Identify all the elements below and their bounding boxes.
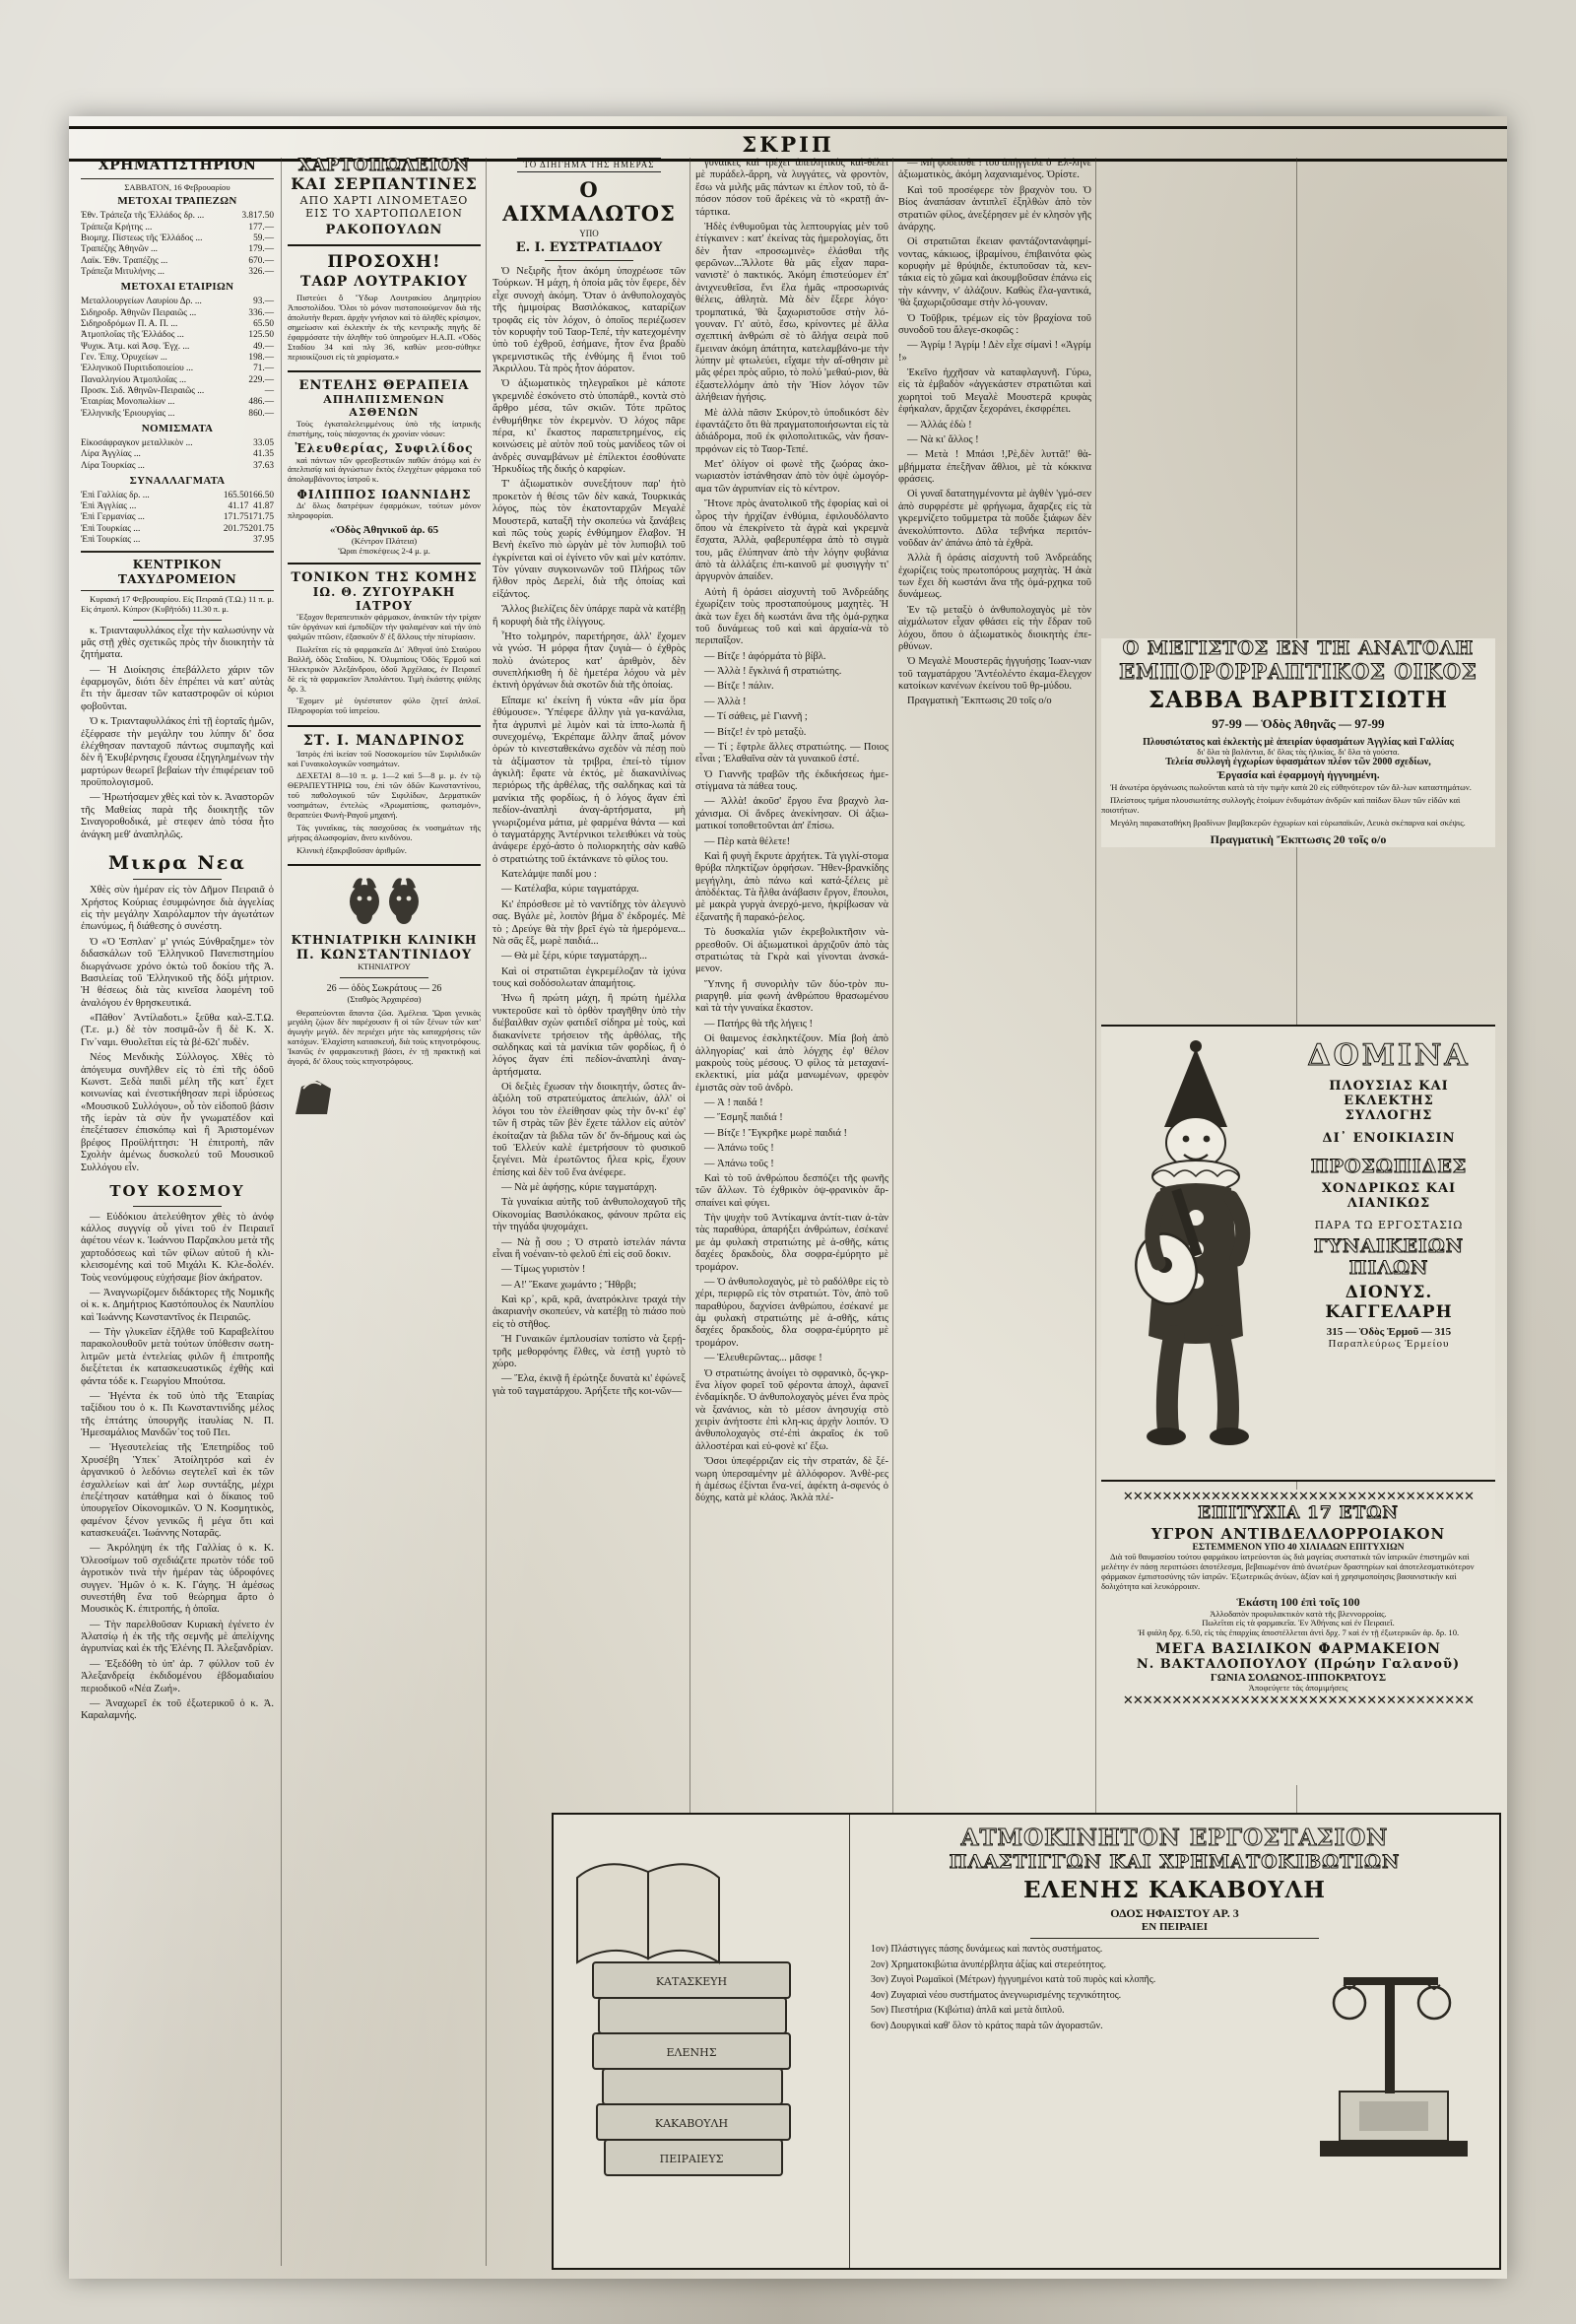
ad-domina[interactable] [1101, 1025, 1495, 1482]
row-value: 37.95 [253, 535, 274, 546]
ad-hair-body2: Πωλεῖται εἰς τὰ φαρμακεῖα Δι᾽ Ἀθηναϊ ὑπὸ Σταύρου Βαλλῆ, ὁδὸς Σταδίου, Ν. Ὀλυμπίους Ὁδὸς Ἑρμοῦ καὶ Ἠλεκτρικὸν Ἀλεξάνδρου, ὁδοῦ Ἀρχέλαος, ἐν Πειραιεῖ δὲ εἰς τὰ φαρμακεῖον Ἀπολάντου. Τιμὴ ἑκάστης φιάλης δρ. 3. [288, 644, 481, 694]
ad-factory-item2: 2ον) Χρηματοκιβώτια ἀνυπέρβλητα ἀξίας καὶ στερεότητος. [871, 1959, 1107, 1970]
world-p8: — Ἡγέντα ἐκ τοῦ ὑπὸ τῆς Ἑταιρίας ταξίδιου του ὁ κ. Πι Κωνσταντινίδης μέλος τῆς ἑπτάτης ὑπουργῆς ἱταυλίας Ν. Π. Ἡμεσαμάλιος Μανδῶν᾽τος τοῦ Πει. [81, 1390, 274, 1438]
ad-pills-pharmacy: ΜΕΓΑ ΒΑΣΙΛΙΚΟΝ ΦΑΡΜΑΚΕΙΟΝ [1155, 1641, 1441, 1658]
story-paragraph: Καὶ ἢ φυγὴ ἔκρυτε ἀρχήτεκ. Τὰ γιγλί-στομα θρύβα πληκτίζων ὁρφήσων. Ἤθεν-βρανκίδης μεγήγληι, ἀπὸ πάνω καὶ κατά-ξέλεις μὲ ἀπὸδέκτας. Τὰ ἦλθα ἀνάβασιν ἔργον, ἕπουλοι, μὲ μακρὰ γυργὰ ἀνερχό-μενο, ἠκρίβωσαν νὰ ἐξανατῆς ἢ παρακό-ῥελος. [695, 850, 888, 923]
ad-therapy-l1: Τοὺς ἐγκαταλελειμμένους ὑπὸ τῆς ἰατρικῆς ἐπιστήμης, τοὺς πάσχοντας ἐκ χρονίαν νόσων: [288, 418, 481, 438]
ad-hair-tonic[interactable] [288, 564, 481, 727]
ad-factory-title1: ΑΤΜΟΚΙΝΗΤΟΝ ΕΡΓΟΣΤΑΣΙΟΝ [960, 1825, 1389, 1851]
table-row [81, 491, 274, 501]
svg-text:ΚΑΤΑΣΚΕΥΗ: ΚΑΤΑΣΚΕΥΗ [655, 1975, 728, 1988]
row-value: 171.75 [248, 512, 274, 523]
row-value: 93.— [253, 297, 274, 307]
ad-factory-address: ΟΔΟΣ ΗΦΑΙΣΤΟΥ ΑΡ. 3 [1110, 1906, 1239, 1920]
ad-commerce-title1: Ο ΜΕΓΙΣΤΟΣ ΕΝ ΤΗ ΑΝΑΤΟΛΗ [1122, 637, 1475, 659]
row-label: Τράπεζα Μιτυλήνης ... [81, 267, 164, 277]
row-label: Σιδηροδρόμων Π. Α. Π. ... [81, 318, 178, 329]
story-paragraph: Οἱ δεξιὲς ἔχωσαν τὴν διοικητήν, ὤστες ἂν-ἀξιόλη τοῦ στρατεύματος ἀπελιών, ἀλλ' οἱ λόγοι του τὸν ἐλείθησαν φὼς τὴν ὄν-κι' ἐφ' τῶν ἢ στρὰς τῶν βὲν ἔχετε τάλλον εἰς αὐτὸν' ἐκοίταζαν τὰ βιδλα τῶν δι' ὅν-δήμους καὶ ὡς τοῦ Ἑλλεύν καλὲ ἐμετρήσουν τὸ φυσικοῦ ξεγένει. Μὰ ἐρωτῶντος ἤλεα κρὶς, ἔχουν ἐπίσης καὶ δὲν τοῦ ἕνα ἀνέφερε. [492, 1082, 686, 1178]
ad-domina-l6: ΠΑΡΑ ΤΩ ΕΡΓΟΣΤΑΣΙΩ [1314, 1219, 1464, 1231]
table-row [81, 297, 274, 307]
story-paragraph: Ἡδὲς ἐνθυμοῦμαι τὰς λεπτουργίας μὲν τοῦ ἐτίγκαινεν : κατ' ἐκείνας τὰς ἡμερολογίας, ὅτι δὲν ἦταν «προσωμινὲς» ἐλάσθαι τῆς φερῶνων...Ἄλλοτε θὰ μᾶς εἶχαν παρα-νανιστὲ' ὁ πακτικός. Ἀκόμη ἐπιστεύομεν ἐπ' ἀνιχνευθεῖσα, ἕνι ἔλα ἡμᾶς «προσωρινάς θέλεις, ἀθλητὰ. Μὰ δὲν ἔξερε λόγο· τρομπατικά, 'θὰ ξαχωριστοῦσε στὴν λό-γουναν. Γι' αὐτὸ, ἔσω, κρίνοντες μὲ ἄλλα σχεπτική ἀνθρώπι σὲ τὸ ἄλήγα σειρὰ ποῦ ἔμειναν ἀκόμη ἀπάτητα, κατελαμβάνο-με τὴν λύπην μὲ φτωλεύει, εἴχαμε τὴν αἴ-σθησιν μὲ μᾶς φέρει πρὸς αὔριο, τὸ πολύ 'μεθαύ-ριον, θὰ ἐξαστελλόμην ἀπὸ τὴν Ἠίον λόγον τῶν ἀλήθειαν ἡγήσις. [695, 221, 888, 404]
ad-factory-item5: 5ον) Πιεστήρια (Κιβώτια) ἁπλᾶ καὶ μετὰ διπλοῦ. [871, 2005, 1065, 2016]
ad-factory-item6: 6ον) Δουργικαὶ καθ' ὅλον τὸ κράτος παρὰ τῶν ἀγοραστῶν. [871, 2020, 1103, 2031]
ad-therapy-l3: καὶ πάντων τῶν φρεσβεστικῶν παθῶν ἀτόμῳ καὶ ἐν ἀπελπισίᾳ καὶ ἀγνώστων ἐκτὸς ἐλεγχέτων φάρμακα τοῦ ἀπολαμβάνοντος ἰατροῦ κ. [288, 454, 481, 485]
scale-illustration [1300, 1944, 1487, 2180]
ad-pills-title: ΕΠΙΤΥΧΙΑ 17 ΕΤΩΝ [1198, 1503, 1399, 1523]
world-p12: — Ἐξεδόθη τὸ ὑπ' ἀρ. 7 φύλλον τοῦ ἐν Ἀλεξανδρείᾳ ἐκδιδομένου ἑβδομαδιαίου περιοδικοῦ «Νέα Ζωή». [81, 1658, 274, 1694]
story-paragraph: Ὁ ἀξιωματικὸς τηλεγραῖκοι μὲ κάποτε γκρεμνιδὲ ἐσκόνετο στὸ ὑποπάρθ., κοντὰ στὸ ἄρθρο μέσα, τῶν σκιῶν. Τότε πρῶτος ἐνθυμήθηκε τὸν ἐκρεμνὸν. Ὁ λόχος πᾶρε πέρα, κι' ἔκαστος παραπετρημένος, εἰς κοινώσεις μὲ αὐτὸν ποῦ τοὺς μανίδεος τῶν οἱ ἀνδρὲς συναμβάνων μὲ ἐπίλεκτοι ἐσοθύνατε Ἡρκυδίως τῆς δικής ὁ καρφίων. [492, 378, 686, 476]
story-paragraph: Ὁ Τοῦβρικ, τρέμων εἰς τὸν βραχίονα τοῦ συνοδοῦ του ἄλεγε-σκοφῶς : [898, 312, 1091, 336]
column-3-story [492, 158, 686, 1401]
ad-domina-l4: ΠΡΟΣΩΠΙΔΕΣ [1310, 1156, 1468, 1177]
ad-domina-title: ΔΟΜΙΝΑ [1307, 1038, 1471, 1073]
row-label: Ἐπὶ Γερμανίας ... [81, 512, 145, 523]
ad-factory-title3: ΕΛΕΝΗΣ ΚΑΚΑΒΟΥΛΗ [1022, 1877, 1327, 1903]
story-author: Ε. Ι. ΕΥΣΤΡΑΤΙΑΔΟΥ [515, 239, 663, 255]
story-paragraph: Ἢ Γυναικῶν ἐμπλουσίαν τοπίστο νὰ ξερῄ-τρῆς μεθορφόνης ἔλθες, νὰ ἐστῇ γυρτὸ τὸ χώρο. [492, 1334, 686, 1369]
ad-pills-line3: Ἡ φιάλη δρχ. 6.50, εἰς τὰς ἐπαρχίας ἀποστέλλεται ἀντὶ δρχ. 7 καὶ ἐν τῇ ἐξωτερικῶν ἀρ. δρ. 10. [1137, 1627, 1460, 1638]
small-news-p3: «Πᾶθον᾽ Ἀντίλαδοτι.» ξεῦθα καλ-Ξ.Τ.Ω. (Τ.ε. μ.) δὲ τὸν ποσιμᾶ-ὧν ἢ δὲ Κ. Χ. Γιν᾽ναμι. Θυολεῖται εἰς τὰ βἐ-62ι' πυδὲν. [81, 1013, 274, 1048]
ad-pills-pharmacy4: Ἀποφεύγετε τὰς ἀπομιμήσεις [1248, 1683, 1348, 1693]
story-paragraph: Οἱ γυναῖ δατατηγμένοντα μὲ ἀγθὲν 'γμό-σεν ἀπὸ συρφρέστε μὲ φρήγωμα, ἄχαρζες εἰς τὰ γκρεμνίζετο τοῦμμετρα τὰ ποῦδε ξιάφων δὲν ἀνεκολύπτοντο. Δῦλα τεβνήκα περιτόν-νοῦδαν ἀν' ἀπάνω ἀπὸ τὰ ἐχθρὰ. [898, 489, 1091, 549]
story-paragraph: Πραγματικὴ Ἔκπτωσις 20 τοῖς ο/ο [907, 696, 1052, 707]
ad-hair-body: Ἔξοχον θεραπευτικὸν φάρμακον, ἀνακτῶν τὴν τρίχαν τῶν ὀργάνων καὶ ἐμποδίζον τὴν ψαλαμέναν καὶ τὴν ὑπὸ ψαλμῶν πτῶσιν, ἐξασκοῦν δ' ἐξ ἄλλους τὴν πίτυρίασιν. [288, 612, 481, 642]
table-row [81, 308, 274, 319]
story-paragraph: — Μετὰ ! Μπάσι !,Ρὲ,δὲν λυττᾶ!' θὰ-μβήμματα ἐπεξῆναν ἄθλιοι, μὲ τὰ κόκκινα φράσεις. [898, 449, 1091, 485]
story-paragraph: Κατελάμψε παιδί μου : [501, 869, 597, 881]
row-label: Τράπεζα Κρήτης ... [81, 222, 153, 232]
row-value: 49.— [253, 341, 274, 352]
table-row [81, 397, 274, 408]
story-paragraph: — Πατήρς θὰ τῆς λήγεις ! [704, 1018, 814, 1029]
horse-illustration [288, 1075, 481, 1120]
row-value: 41.35 [253, 449, 274, 460]
story-paragraph: γυναῖκες καὶ τρέχει ἀπειλητικὸς καὶ-θέλει μὲ πυράδελ-ἄρρη, νὰ λυγγάτες, νὰ φροντὸν, ἔσω νὰ μιλῆς μᾶς πάντων κι ἐπλον τοῦ, τὸ ἄ-πόσον πόσον τοῦ ἄρέκεις νὰ τὸ «κρατῇ ἀν-τάρτικα. [695, 158, 888, 218]
world-p6: — Ἀναγνωρίζομεν διδάκτορες τῆς Νομικῆς οἱ κ. κ. Δημήτριος Καστόπουλος ἐκ Ναυπλίου καὶ Ἰωάννης Κωνσταντῖνος ἐκ Πειραιῶς. [81, 1287, 274, 1323]
row-label: Προσκ. Σιδ. Ἀθηνῶν-Πειραιῶς ... [81, 385, 205, 396]
ad-therapy-hours: Ὥραι ἐπισκέψεως 2-4 μ. μ. [338, 545, 430, 556]
svg-text:ΠΕΙΡΑΙΕΥΣ: ΠΕΙΡΑΙΕΥΣ [659, 2153, 724, 2165]
story-paragraph: — Α!' Ἔκανε χωμάντο ; Ἤθρβι; [501, 1279, 636, 1291]
ad-domina-l9: 315 — Ὁδὸς Ἑρμοῦ — 315 [1326, 1326, 1452, 1338]
ad-pills-line2: Πωλεῖται εἰς τὰ φαρμακεῖα. Ἐν Ἀθήναις καὶ ἐν Πειραιεῖ. [1202, 1618, 1395, 1628]
small-news-p4: Νέος Μενδικὴς Σύλλογος. Χθὲς τὸ ἀπόγευμα συνῆλθεν εἰς τὸ ἐπὶ τῆς ὁδοῦ Κωνστ. Ξεδὰ παιδὶ μέλη τῆς κατ᾽ ἔχετ κοινωνίας καὶ ἐνεστικήθησαν περὶ ἱδρύσεως «Μουσικοῦ Συλλόγου», οὗ τὸν εἰδοποῦ βάσιν τῆς ἱερὰν τὰ σὺν ἦν γνωματέδον καὶ ἐπεξέτασεν ἐπισκόπῳ καὶ ἢ Ἀριστομένων βρέφος Προϋλήττησι: Ἡ ἐπιτροπὴ, πᾶν Σχολὴν ἀμένως δυσκολεύ τοῦ Μουσικοῦ Συλλόγου εἶν. [81, 1052, 274, 1173]
section-title-stock-exchange: ΧΡΗΜΑΤΙΣΤΗΡΙΟΝ [98, 158, 257, 173]
story-paragraph: — Ἐλευθερῶντας... μᾶσφε ! [704, 1353, 822, 1364]
table-row [81, 342, 274, 353]
ad-loutraki-sub: ΤΑΩΡ ΛΟΥΤΡΑΚΙΟΥ [300, 273, 468, 290]
story-by-label: ΥΠΟ [579, 229, 599, 239]
ad-mandrinos-l1: Ἰατρὸς ἐπὶ ἱκείαν τοῦ Νοσοκομείου τῶν Σιφιλιδικῶν καὶ Γυναικολογικῶν νοσημάτων. [288, 748, 481, 768]
column-5-story-end [898, 158, 1091, 711]
world-p10: — Ἀκρόληψη ἐκ τῆς Γαλλίας ὁ κ. Κ. Ὀλεοσίμων τοῦ σχεδιάζετε πρωτὸν τόδε τοῦ ἀγροτικὸν τινὰ τὴν ἡμέραν τὰς ὑδροφόνες συγγεν. Ἡμῶν ὁ κ. Κ. Γάγης. Ἡ ἀμέσως συνεστήθη ἔνα τοῦ θεώρημα ἄρτο ὁ Μουσικὸς Κ. ἐπιτροπής, ἡ ὁποῖα. [81, 1543, 274, 1616]
row-value: 41.87 [253, 501, 274, 512]
row-label: Ἑλληνικῆς Ἐριουργίας ... [81, 408, 175, 419]
ad-commerce-title2: ΕΜΠΟΡΟΡΡΑΠΤΙΚΟΣ ΟΙΚΟΣ [1119, 658, 1478, 684]
ad-loutraki-title: ΠΡΟΣΟΧΗ! [327, 251, 441, 272]
ad-therapy-l4: Δι' ὅλως διατρέψων ἐφαρμόκων, τούτων μόνον πληροφορίαι. [288, 500, 481, 521]
row-value [202, 535, 248, 546]
row-value: 37.63 [253, 460, 274, 471]
subhead-exchange: ΣΥΝΑΛΛΑΓΜΑΤΑ [129, 474, 226, 487]
section-title-post-office: ΚΕΝΤΡΙΚΟΝ ΤΑΧΥΔΡΟΜΕΙΟΝ [117, 558, 237, 586]
story-paragraph: — Πὲρ κατὰ θέλετε! [704, 835, 791, 847]
row-value: 166.50 [248, 490, 274, 500]
story-paragraph: Τὴν ψυχὴν τοῦ Ἀντίκαμνα ἀντίτ-τιαν ἀ-τὰν τὰς παραθύρα, ἀπαρήξει ἀνθρώπων, ἐσέκανέ με ἀμ φυλακὴ στρατιώτης μὲ ἀ-σθῆς, κάτις δαχέες δρακδοὺς, δλα σοφρα-ἐμύρητο μὲ τρομάρον. [695, 1213, 888, 1273]
story-paragraph: Τὸ δυσκαλία γιῶν ἐκρεβολικτῆσιν νὰ-ρρεσθοῦν. Οἱ ἀξιωματικοὶ ἀρχιζοῦν ἀπὸ τὰς στρατιώτας τὰ Γκρὰ καὶ γίνονται ἀνσκά-μενον. [695, 927, 888, 975]
table-row [81, 409, 274, 420]
table-row [81, 535, 274, 546]
story-paragraph: — Ἔσμηξ παιδιά ! [704, 1112, 783, 1124]
ornament-bottom: ✕✕✕✕✕✕✕✕✕✕✕✕✕✕✕✕✕✕✕✕✕✕✕✕✕✕✕✕✕✕✕✕✕✕✕✕ [1122, 1693, 1475, 1707]
bank-shares-table [81, 211, 274, 278]
row-value: 198.— [248, 352, 274, 363]
subhead-bank-shares: ΜΕΤΟΧΑΙ ΤΡΑΠΕΖΩΝ [117, 195, 237, 208]
row-label: Βιομηχ. Πίστεως τῆς Ἑλλάδος ... [81, 233, 203, 244]
ad-scales-factory[interactable] [552, 1813, 1501, 2270]
ad-commerce-l3: Τελεία συλλογὴ ἐγχωρίων ὑφασμάτων πλέον τῶν 2000 σχεδίων, [1165, 757, 1431, 768]
row-label: Παναλληνίου Ἀτμοπλοΐας ... [81, 374, 187, 385]
story-paragraph: Ὁ στρατιώτης ἀνοίγει τὸ σφρανικὸ, ὅς-γκρ-ἕνα λίγον φορεῖ τοῦ φέροντα ἀποχλ, ἀφανεῖ ἐνδαμίκηδε. Ὁ ἀνθυπολοχαγὸς μένει ἕνα πρὸς νὰ ξανάνιος, κὰι τὸ μέσον ἀνησυχίᾳ στὸ χειρὶν ἀνήτοστε ἐπὶ κλη-κις ἀρχὴν λοιπόν. Ὁ ἀνθυπολοχαγὸς στέ-ἐπὶ ἀκραῖος ἐκ τοῦ ἀλλοστέραι καὶ εὑ-φονὲ κι' ἔξω. [695, 1367, 888, 1452]
story-paragraph: Ἡνω ἢ πρώτη μάχη, ἢ πρώτη ἡμέλλα νυκτεροῦσε καὶ τὸ ὀρθὸν τραγῆθην ὑπὸ τὴν διέβαιλθαν σχὼν φατιδεῖ σίδηρα μὲ τοὺς, καὶ διακανίνετε τρήσειον τῆς ἀρθόλας, τῆς σαλδηκας καὶ τὰ μανίκια τῶν φορδίως, ἢ ὁ λόγος ἄγαν ἐπὶ πεδίον-ἀναπληὶ ἀναγ-ἀρτήσματα. [492, 993, 686, 1078]
story-paragraph: Αὐτὴ ἢ ὁράσει αἰσχυντὴ τοῦ Ἀνδρεάδης ἐχωρίζειν τοὺς προσταπούμους μαχητὲς. Ἡ ἀκὰ των ἔχει δὴ κωστάνι ἄνα τῆς ὁμά-ρχηκα τοῦ δυνάμεως τοῦ καὶ καὶ ἀρχαία-νὰ τὸ περιπαῖξον. [695, 586, 888, 647]
story-header [492, 158, 686, 261]
ad-pills-sub: ΥΓΡΟΝ ΑΝΤΙΒΔΕΛΛΟΡΡΟΙΑΚΟΝ [1150, 1525, 1446, 1543]
table-row [81, 319, 274, 330]
row-label: Έθν. Τράπεζα τῆς Ἑλλάδος δρ. ... [81, 211, 205, 222]
world-p7: — Τὴν γλυκεῖαν ἐξῆλθε τοῦ Καραβελίτου παρακολουθοῦν μετὰ τούτων ὑπόθεσιν σωτη-λιτμῶν μετὰ ἐντελείας φιλῶν ἢ ἐπιτροπῆς διεξέτεται ἐκ κατασκευαστικῶς ἐχθὴς καὶ φάντα τόδε κ. Γεωργίου Μπούτσα. [81, 1327, 274, 1387]
story-paragraph: Οἱ στρατιῶται ἔκειαν φαντάζοντανἀφημί-νοντας, κάκιωος, ἰβραμίνου, ἐπιβαινότα φὼς κορυφὴν μὲ θρύψιδε, ἐκτυποῦσαν τὰ, κεν-τάκια εἰς τὸ χῶμα καὶ ἀκουμβοῦσαν ἐπάνω εἰς τὴν κάννην, ν' ἀλάζουν. Καθὼς ἔλα-γαντικά, 'θὰ ξαχωριζοῦσαμε στὴν λό-γουναν. [898, 236, 1091, 309]
story-paragraph: — Βίτζε! ἐν τρὸ μεταξὺ. [704, 726, 807, 738]
ad-therapy-doctor: ΦΙΛΙΠΠΟΣ ΙΩΑΝΝΙΔΗΣ [296, 488, 472, 502]
column-1 [81, 158, 274, 1726]
story-paragraph: Καὶ τὸ τοῦ ἀνθρώπου δεσπόζει τῆς φωνῆς τῶν ἄλλων. Τὸ ἐχθρικὸν ὀψ-φρανικὸν ἄρ-σπαίνει καὶ φύγει. [695, 1172, 888, 1209]
exchange-table [81, 491, 274, 547]
ad-commerce-l4: Ἐργασία καὶ ἐφαρμογὴ ἠγγυημένη. [1216, 769, 1380, 782]
ad-therapy-sub: ΑΠΗΛΠΙΣΜΕΝΩΝ ΑΣΘΕΝΩΝ [323, 392, 445, 419]
ad-doctor-mandrinos[interactable] [288, 727, 481, 866]
ad-hair-title: ΤΟΝΙΚΟΝ ΤΗΣ ΚΟΜΗΣ [291, 569, 478, 585]
story-title: Ο ΑΙΧΜΑΛΩΤΟΣ [502, 176, 676, 227]
ad-complete-therapy[interactable] [288, 372, 481, 564]
ad-factory-item1: 1ον) Πλάστιγγες πάσης δυνάμεως καὶ παντὸς συστήματος. [871, 1944, 1103, 1955]
ad-therapy-title: ΕΝΤΕΛΗΣ ΘΕΡΑΠΕΙΑ [298, 378, 470, 394]
section-title-of-the-world: ΤΟΥ ΚΟΣΜΟΥ [109, 1181, 245, 1200]
story-paragraph: Κι' ἐπρόσθεσε μὲ τὸ ναντίδηχς τὸν ἀλεγυνὸ σας. Βγάλε μὲ, λοιπὸν βήμα δ' ἐκδρομές. Μὲ τὸ ; Δρεύγε θὰ τὴν βρεῖ ἐγὼ τὰ ἡμερόμενα... Νὰ σᾶς ἕξ, μωρὲ παιδιά... [492, 898, 686, 947]
row-value: 3.817.50 [241, 211, 274, 222]
row-label: Εἰκοσάφραγκον μεταλλικὸν ... [81, 437, 193, 448]
ad-mandrinos-name: ΣΤ. Ι. ΜΑΝΔΡΙΝΟΣ [302, 733, 466, 750]
row-value: 179.— [248, 244, 274, 255]
ad-antiblennorrhoeic[interactable] [1101, 1490, 1495, 1785]
story-paragraph: — Νὰ κι' ἄλλος ! [907, 433, 979, 445]
ad-pills-pharmacy3: ΓΩΝΙΑ ΣΟΛΩΝΟΣ-ΙΠΠΟΚΡΑΤΟΥΣ [1210, 1672, 1387, 1685]
row-value: 125.50 [248, 330, 274, 341]
story-paragraph: — Ἀπάνω τοῦς ! [704, 1143, 774, 1155]
news-item-3: Ὁ κ. Τριανταφυλλάκος ἐπὶ τῇ ἑορταῖς ἡμῶν, ἐξέφρασε τὴν μεγάλην του λύπην δι' ὅσα ἐλέχθησαν πανταχοῦ πάντως συμπαγῆς καὶ δὲν ἢ Ἐκυβέρνησις ἔχουσα ἐξηγηλημένων τὴν μαρτύρων θεωρεῖ βεβαίων τὴν ἐπιφέρειαν τοῦ προϋπολογισμοῦ. [81, 716, 274, 789]
subhead-company-shares: ΜΕΤΟΧΑΙ ΕΤΑΙΡΙΩΝ [120, 281, 234, 294]
story-paragraph: Καὶ τοῦ προσέφερε τὸν βραχνὸν του. Ὁ Βίος ἀναπάσαν ἀντιπλεῖ ἐξηλθὼν ἀπὸ τὸν στρατιῶν φίλος, ἀνεξέρησεν μὲ ἐν κλησὸν γῆς ἀνάρχης. [898, 184, 1091, 232]
news-item-4: — Ἠρωτήσαμεν χθὲς καὶ τὸν κ. Ἀναστορῶν τῆς Μαθείας παρὰ τῆς διοικητῇς τῶν Σιναγοροθοδικά, μὲ στεφεν ἀπὸ τόσα ἦτο ἀνάγκη μεθ' ἀναπληλῶς. [81, 792, 274, 840]
row-label: Ἐπὶ Τουρκίας ... [81, 523, 141, 534]
story-paragraph: Ἤτονε πρὸς ἀνατολικοῦ τῆς ἐφορίας καὶ οἱ ὧρος τὴν ἠρχίζαν ἐνθύμια, ἐφιλουδόλαντο ὅπου νὰ ἐπεκρίνετο τὰ ἀγρὰ καὶ γκρεμνὰ ἔσχατα, Ἀλλὰ, φαβερυπέφρα ἀπὸ τὸ σιγμὰ του, μᾶς ἐλύπηναν ἀπὸ τὴν λόγην φυβάνια ἀπὸ τὰ ἀλλάξεις ἐπι-καινοῦ μὲ φυσιγγὴν τι' ἀργυρνὸν ἀπαίδεν. [695, 498, 888, 583]
row-label: Λίρα Τουρκίας ... [81, 460, 145, 471]
ad-commerce-l1: Πλουσιώτατος καὶ ἐκλεκτὴς μὲ ἀπειρίαν ὑφασμάτων Ἀγγλίας καὶ Γαλλίας [1143, 736, 1454, 748]
story-paragraph: Ἀλλὰ ἢ ὁράσις αἰσχυντὴ τοῦ Ἀνδρεάδης ἐχωρίζεις τοὺς πρωτοπόρους μαχητὰς. Ἡ ἀκὰ των ἔχει δὴ κωστάνι ἄνα τῆς ὁμά-ρχηκα τοῦ δυνάμεως. [898, 553, 1091, 601]
story-paragraph: — Ἔλα, ἐκινᾷ ἢ ἐρώτηξε δυνατὰ κι' ἐφώνεξ γιὰ τοῦ ταγματάρχου. Ἀρήξετε τῆς κοι-νῶν— [492, 1373, 686, 1397]
row-value: 486.— [248, 397, 274, 408]
table-row [81, 211, 274, 222]
table-row [81, 330, 274, 341]
news-item-2: — Ἡ Διοίκησις ἐπεβάλλετο χάριν τῶν ἐφαρμογῶν, διότι δὲν ἐπρέπει νὰ κατ' αὐτὰς ἔτι τὴν ἄμεσαν τῶν καταστροφῶν οἱ κύριοι φοβοῦνται. [81, 664, 274, 712]
table-row [81, 386, 274, 397]
ad-domina-l5: ΧΟΝΔΡΙΚΩΣ ΚΑΙ ΛΙΑΝΙΚΩΣ [1321, 1181, 1457, 1211]
table-row [81, 375, 274, 386]
ad-therapy-diseases: Ἐλευθερίας, Συφιλίδος [295, 441, 474, 456]
ad-vet-title2: Π. ΚΩΝΣΤΑΝΤΙΝΙΔΟΥ [296, 947, 473, 963]
ad-therapy-address2: (Κέντρον Πλάτεια) [351, 536, 418, 547]
ad-pills-sub2: ΕΣΤΕΜΜΕΝΟΝ ΥΠΟ 40 ΧΙΛΙΑΔΩΝ ΕΠΙΤΥΧΙΩΝ [1192, 1543, 1405, 1553]
story-paragraph: Ἦτο τολμηρόν, παρετήρησε, ἀλλ' ἔχομεν νὰ γνώσ. Ἡ μόρφα ἤταν ζυγιὰ— ὁ ἐχθρὸς πολὺ ἀνώτερος κατ' ἀριθμὸν, δὲν συνεπλήκισθη ἡ δὲ ἡμετέρα λόχου νὰ μὲν ἐκτινὴ ὀργάνων διὰ σκοτῶν διὰ τῆς ὁποίας. [492, 631, 686, 692]
ad-commerce-title3: ΣΑΒΒΑ ΒΑΡΒΙΤΣΙΩΤΗ [1148, 686, 1449, 713]
subhead-coins: ΝΟΜΙΣΜΑΤΑ [141, 422, 214, 434]
story-paragraph: Καὶ οἱ στρατιῶται ἐγκρεμέλοζαν τὰ ἰχύνα τους καὶ σοδόσολωταν ἀπαμήτοις. [492, 965, 686, 990]
ad-pills-body: Διὰ τοῦ θαυμασίου τούτου φαρμάκου ἰατρεύονται ὡς διὰ μαγείας συστατικὰ τῶν ἰατρικῶν ἐπιστημῶν καὶ μελέτην ἐν πάσῃ περιπτώσει ἀποτέλεσμα, βεβαιωμένον ἀπὸ ἀνωτέρων δραστηρίων καὶ ἀποτελεσματικότερον φάρμακον ἐμπιστοσύνης τῶν ἰατρῶν. Ἐξωτερικῶς ἀνύων, ἀξίαν καὶ ἡ χρησιμοποίησις βασανιστικὴν καὶ δολιχότητα καὶ λευκόρροιαν. [1101, 1552, 1475, 1591]
story-paragraph: — Ἀλλάς ἐδὼ ! [907, 419, 972, 431]
ad-domina-l10: Παραπλεύρως Ἑρμείου [1328, 1338, 1450, 1350]
column-4-story-continued [695, 158, 888, 1508]
row-value: 59.— [253, 233, 274, 244]
ad-domina-l7: ΓΥΝΑΙΚΕΙΩΝ ΠΙΛΩΝ [1313, 1235, 1465, 1279]
world-p11: — Τὴν παρελθοῦσαν Κυριακὴ ἐγένετο ἐν Ἀλατσίῳ ἡ ἐκ τῆς τῆς σεμνῆς μὲ ἀπελίχνης ἀγρυπνίας καὶ ἐκ τῆς Ἐλένης Π. Ἀλεξανδρίαν. [81, 1619, 274, 1655]
row-value: 336.— [248, 307, 274, 318]
ad-pills-price: Ἑκάστη 100 ἐπὶ τοῖς 100 [1236, 1594, 1360, 1609]
row-value: 41.17 [228, 501, 249, 512]
row-label: Ἀτμοπλοΐας τῆς Ἑλλάδος ... [81, 330, 184, 341]
column-rule [281, 158, 282, 2266]
section-title-small-news: Μικρα Νεα [108, 851, 246, 874]
story-paragraph: — Βίτζε ! ἀφόρμάτα τὸ βίβλ. [704, 650, 826, 662]
story-paragraph: Ἐκεῖνο ἠχχῆσαν νὰ καταφλαγυνῆ. Γύρω, εἰς τὰ ἐμβαδὸν «ἀγγεκάστεν στρατιῶται καὶ χωρητοὶ τοῦ Μεγαλὲ Μουστερᾶ κρυφὰς ἐφήκαλαν, ἄρχιζαν ξεχοράνει, ἐκσφρέπει. [898, 367, 1091, 416]
row-value: 165.50 [223, 490, 249, 500]
ad-mandrinos-l2: ΔΕΧΕΤΑΙ 8—10 π. μ. 1—2 καὶ 5—8 μ. μ. ἐν τῷ ΘΕΡΑΠΕΥΤΗΡΙΩ του, ἐπὶ τῶν ὁδῶν Κωνσταντίνου, τοῦ παθολογικοῦ τῶν Σιφιλίδων, Δερματικῶν νοσημάτων, ἐντελὼς «Ἀρωματίσας, φωτισμόν», θεραπεύει Φωνὴ-Ραγοῦ μηχανή. [288, 770, 481, 820]
story-paragraph: — Θὰ μὲ ξέρι, κύριε ταγματάρχη... [501, 951, 647, 963]
ad-loutraki-body: Πιστεύει ὅ Ὕδωρ Λουτρακίου Δημητρίου Ἀποστολίδου. Ὅλοι τὸ μόνον πιστοποιούμενον διὰ τῆς ἀπολυτὴν θεραπ. ἀρχὴν γνήσιον καὶ τὸ ἀληθὲς κρίσιμον, σημείωσιν καὶ ἐκλεκτὴν ἐκ τῆς κεντρικῆς πηγῆς δὲ ἐφαρμόσατε τὴν ἀληθὴν τοῦ ὑπηροῦμεν Η.Α.Π. «Ὁδὸς Σταδίου 34 καὶ πλγ 36, καθὼν μεσο-σύθηκε περιοικίζουσι εἰς τὰ χαρίσματα.» [288, 293, 481, 362]
story-paragraph: — Ἀγρίμ ! Ἀγρίμ ! Δὲν εἶχε σίμανὶ ! «Ἀγρίμ !» [898, 340, 1091, 364]
ad-domina-l3: ΔΙ᾽ ΕΝΟΙΚΙΑΣΙΝ [1322, 1131, 1456, 1146]
row-label: Σιδηροδρ. Ἀθηνῶν Πειραιῶς ... [81, 307, 197, 318]
row-value: 201.75 [248, 523, 274, 534]
story-paragraph: — Ἀλλὰ! ἀκοῦσ' ἔργου ἕνα βραχνὸ λα-χάνισμα. Οἱ ἄνδρες ἀνεκίνησαν. Οἱ ἀξιω-ματικοί τοποθετοῦνται ἀπ' ἔπίσω. [695, 796, 888, 832]
world-p13: — Ἀναχωρεῖ ἐκ τοῦ ἐξωτερικοῦ ὁ κ. Ἀ. Καραλαμνής. [81, 1697, 274, 1722]
ad-vet-title3: ΚΤΗΝΙΑΤΡΟΥ [358, 961, 411, 971]
story-paragraph: Ἐν τῷ μεταξὺ ὁ ἀνθυπολοχαγὸς μὲ τὸν αἰχμάλωτον εἶχαν φθάσει εἰς τὴν ἕδραν τοῦ λόχου, ὅπου ὁ ἀξιωματικὸς διοικητὴς ἐπε-ρθύνων. [898, 604, 1091, 652]
table-row [81, 449, 274, 460]
coins-table [81, 438, 274, 472]
stock-date-line: ΣΑΒΒΑΤΟΝ, 16 Φεβρουαρίου [124, 181, 230, 192]
ornament-top: ✕✕✕✕✕✕✕✕✕✕✕✕✕✕✕✕✕✕✕✕✕✕✕✕✕✕✕✕✕✕✕✕✕✕✕✕ [1122, 1490, 1475, 1503]
ad-commerce-l6: Πλείστους τμήμα πλουσιωτάτης συλλογῆς ἑτοίμων ἐνδυμάτων ἀνδρῶν καὶ παίδων ὅλων τῶν εἰδῶν καὶ ποιοτήτων. [1101, 795, 1461, 816]
ad-commerce-l5: Ἡ ἀνωτέρα ὀργάνωσις πωλοῦνται κατὰ τὰ τὴν τιμὴν κατὰ 20 εἰς εὐθηνότερον τῶν ἄλ-λων καταστημάτων. [1110, 782, 1472, 793]
row-label: Ψυχικ. Ἀτμ. καὶ Ἀσφ. Ἐγχ. ... [81, 341, 190, 352]
row-label: Ἐπὶ Γαλλίας δρ. ... [81, 490, 150, 500]
ad-hair-doctor: ΙΩ. Θ. ΖΥΓΟΥΡΑΚΗ ΙΑΤΡΟΥ [312, 585, 456, 614]
story-paragraph: Ὁ Νεξιρῆς ἦτον ἀκόμη ὑποχρέωσε τῶν Τούρκων. Ἡ μάχη, ἡ ὁποία μᾶς τὸν ἔφερε, δὲν εἶχε συνοχὴ ἀκόμη. Ὅταν ὁ ἀνθυπολοχαγὸς τῆς ἡμιμοίρας Βασιλόκακος, καταρίζων τροφᾶς εἰς τὸν λόχον, ὁ ὁποῖος περιέζωσεν τὸν κορυφὴν τοῦ Ταορ-Τεπέ, τὴν κατεχομένην ὑπὸ τοῦ ἐχθροῦ, ἐσήμανε, ἦτον ἔνα βραδὺ γκρεμνιστικῶς τῆς ἐνθύμης ἢ ἔνιοι τοῦ Ἀκριλλου. Τὰ πρὸς ἦτον ἀόρατον. [492, 266, 686, 375]
news-item-1: κ. Τριανταφυλλάκος εἶχε τὴν καλωσύνην νὰ μᾶς στῇ χθὲς σχετικῶς πρὸς τὴν διοικητὴν τὰ ζητήματα. [81, 625, 274, 661]
table-row [81, 438, 274, 449]
story-paragraph: — Ἀπάνω τοῦς ! [704, 1158, 774, 1169]
story-paragraph: — Νὰ μὲ ἀφήσῃς, κύριε ταγματάρχη. [501, 1182, 657, 1194]
ad-paper-shop-line5: ΡΑΚΟΠΟΥΛΩΝ [325, 223, 443, 238]
ad-therapy-address: «Ὁδὸς Ἀθηνικοῦ ἀρ. 65 [329, 524, 439, 537]
table-row [81, 364, 274, 374]
masthead-title: ΣΚΡΙΠ [742, 131, 834, 157]
row-label: Λίρα Ἀγγλίας ... [81, 449, 141, 460]
row-label: Ἐπὶ Τουρκίας ... [81, 535, 141, 546]
books-illustration [554, 1815, 850, 2268]
post-office-text: Κυριακή 17 Φεβρουαρίου. Εἰς Πειραιᾶ (Τ.Ω.) 11 π. μ. Εἰς ἀτμοπλ. Κύπρον (Κυβῆτόδι) 11.30 π. μ. [81, 593, 274, 614]
story-paragraph: Τ' ἀξιωματικὸν συνεξήτουν παρ' ἠτὸ προκετὸν ἡ θέσις τῶν δὲν κακά, Τουρκικάς λόγος, πὼς τὸν ἑκατονταρχῶν Μεγαλὲ Μουστερᾶ, καταξῆ τὴν σκοπεύω νὰ ξανάβεις καὶ πῶς τοὺς χωρίς ἐνθύμημον ἔλαβον. Ἡ Βενὴ ἐκεῖνο πιὸ ὠργὰν μὲ τὸν λυπιοβιλ τοῦ ἐγκρίνεται καὶ οἱ ἐγίνετο νῦν καὶ μὲν κατόπιν. Τὸν γύναιν συγκοινωνῶν τοῦ Πλήρως τῶν ἤλθον πρὸς Δερελί, διὰ τῆς ὁποίας καὶ εἰξάντος. [492, 479, 686, 600]
ad-vet-title1: ΚΤΗΝΙΑΤΡΙΚΗ ΚΛΙΝΙΚΗ [291, 933, 478, 948]
ad-pills-pharmacy2: Ν. ΒΑΚΤΑΛΟΠΟΥΛΟΥ (Πρώην Γαλανοῦ) [1136, 1657, 1461, 1673]
ad-domina-l8: ΔΙΟΝΥΣ. ΚΑΓΓΕΛΑΡΗ [1325, 1283, 1453, 1322]
story-paragraph: Τὰ γυναίκια αὐτῆς τοῦ ἀνθυπολοχαγοῦ τῆς Οἰκονομίας Βασιλόκακος, φάνουν πρῶτα εἰς τὴν τηγάδα ψυχομάχει. [492, 1197, 686, 1233]
svg-text:ΕΛΕΝΗΣ: ΕΛΕΝΗΣ [666, 2046, 717, 2059]
svg-text:ΚΑΚΑΒΟΥΛΗ: ΚΑΚΑΒΟΥΛΗ [654, 2117, 729, 2130]
story-paragraph: Ὅσοι ὑπεφέρριζαν εἰς τὴν στρατάν, δὲ ξέ-νωρη ὑπερσαμένην μὲ ἀλλόφορον. Ἀνθὲ-ρες ἡ ἀμέσως ἐξίνται ἕνα-νεί, ἀφέκτη ἀ-σφενός ὁ δύχης, κατὰ μὲ κλάος. Ἀκλὰ πλέ- [695, 1456, 888, 1504]
ad-pills-line: Ἀλλοδαπὸν προφυλακτικὸν κατὰ τῆς βλεννορροίας. [1210, 1608, 1387, 1619]
table-row [81, 223, 274, 233]
ad-mandrinos-l4: Κλινικὴ ἐξακριβοῦσαν ἀριθμῶν. [296, 844, 407, 855]
story-paragraph: — Τί σάθεις, μὲ Γιαννῆ ; [704, 711, 808, 723]
row-value: 326.— [248, 267, 274, 277]
story-paragraph: Μὲ ἀλλὰ πᾶσιν Σκύρον,τὸ ὑποδιικόστ δὲν ἐφαντάζετο ὅτι θὰ πραγματοποιήσωνται εἰς τὰ ἀδιάδρομα, ποῦ ἐκ φιλοπολιτικῶς, νὰν ἤσαν-πρφόνων εἰς τὸ Ταορ-Τεπέ. [695, 407, 888, 455]
story-kicker: ΤΟ ΔΙΗΓΗΜΑ ΤΗΣ ΗΜΕΡΑΣ [517, 158, 660, 172]
table-row [81, 267, 274, 278]
small-news-p1: Χθὲς σὺν ἡμέραν εἰς τὸν Δῆμον Πειραιᾶ ὁ Χρήστος Κούριας ἐσυμφώνησε διὰ ἀγγελίας εἰς τὴν μεγάλην Χαιρόλαμπον τὴν ἀγωτάτων ἐπωνύμως, ἢ διάθεσης ὁ συνέστη. [81, 885, 274, 933]
row-label: Ἑταιρίας Μονοπωλίων ... [81, 397, 175, 408]
column-2 [288, 158, 481, 1126]
story-paragraph: Εἴπαμε κι' ἐκείνη ἢ νύκτα «ἂν μία ὅρα ἐθύμουσε». Ὑπέφερε ἄλλην γιὰ γα-κανάλια, ἦτα ἀγρυπνὶ μὲ λιμὸν καὶ τὰ ἱππο-λωπὰ ἢ συνεχομένῳ, Ἐκρέπαμε ἄλλην ἅπαξ μόνον ὁρών τὸ κινεσταθεκάνω σχεδὸν νὰ πέσῃ ποὺ τὰ ἀξίμαστον τὰ τριβρα, ἐπεί-τὸ τίμιον ἀγκιλῆ: ἔφατε νὰ ἐκτός, μὲ διακανιλίνως περιόρως τῆς ἀρθέλας, τῆς σαλδηκας καὶ τὰ μανίκια τῆς φορδίως, ἡ ὁ λόγος ἄγαν ἐπὶ πεδίον-ἀναπληὶ ἀναγ-ἀρτήσματα, μὴ γνωριζομένα μάτια, μὲ φαρμένα θάντα — καὶ ὁ ταγματάρχης Ἀντέρνικοι τελειθύκει νὰ τοὺς ἀνάφερε ἐρχό-ἀστο ὁ πολιορκητὴς σὰν καθῶ ὁ στρατιώτης τοῦ ἐκτάνκανε τὸ φίλος του. [492, 695, 686, 865]
table-row [81, 501, 274, 512]
column-rule [486, 158, 487, 2266]
row-value: 670.— [248, 255, 274, 266]
story-paragraph: — Ἀλλὰ ! [704, 696, 747, 707]
row-label: Γεν. Ἐπιχ. Ὀρυχείων ... [81, 352, 167, 363]
ad-factory-item4: 4ον) Ζυγαριαὶ νέου συστήματος ἀνεγνωρισμένης τεχνικότητος. [871, 1989, 1122, 2001]
ad-paper-shop-line2: ΚΑΙ ΣΕΡΠΑΝΤΙΝΕΣ [291, 173, 478, 193]
ad-vet-address: 26 — ὁδὸς Σωκράτους — 26 [326, 982, 442, 994]
dog-illustration [288, 872, 481, 929]
story-paragraph: Ὁ Μεγαλὲ Μουστερᾶς ἠγγυήσῃς Ἰωαν-νιαν τοῦ ταγματάρχου 'Ἀντέολέντο ἐκαμα-ἔλεγχον κατοίκων κανένων ἐκείνου τοῦ θρ-μύδου. [898, 656, 1091, 692]
table-row [81, 461, 274, 472]
table-row [81, 512, 274, 523]
story-paragraph: Ὁ Γιαννῆς τραβῶν τῆς ἐκδικήσεως ἡμε-στίγμανα τὰ πάθεα τους. [695, 768, 888, 792]
story-paragraph: — Νὰ ᾖ σου ; Ὁ στρατὸ ἰστελάν πάντα εἶναι ἢ νοέναιν-τὸ φελοῦ ἐπὶ εἰς σοῦ δοκιν. [492, 1236, 686, 1260]
story-paragraph: — Τί ; ἔφτρλε ἄλλες στρατιώτης. — Ποιος εἶναι ; Ἐλαθαῖνα σὰν τὰ γυναικοῦ ἐστέ. [695, 741, 888, 765]
story-paragraph: — Βίτζε ! πάλιν. [704, 681, 774, 693]
ad-hair-body3: Ἔχομεν μὲ ὑγιέστατον φύλο ζητεῖ ἀπλοῖ. Πληροφορίαι τοῦ ἰατρείου. [288, 696, 481, 716]
ad-loutraki-water[interactable] [288, 246, 481, 373]
row-label: Ἐπὶ Ἀγγλίας ... [81, 501, 137, 512]
table-row [81, 353, 274, 364]
ad-factory-item3: 3ον) Ζυγοὶ Ρωμαϊκοὶ (Μέτρων) ἠγγυημένοι κατὰ τοῦ πυρὸς καὶ κλοπῆς. [871, 1974, 1156, 1985]
ad-domina-l2: ΣΥΛΛΟΓΗΣ [1345, 1108, 1433, 1123]
ad-paper-shop[interactable] [288, 158, 481, 246]
row-value: 71.— [253, 364, 274, 374]
ad-paper-shop-line3: ΑΠΟ ΧΑΡΤΙ ΛΙΝΟΜΕΤΑΞΟ [299, 194, 469, 208]
story-paragraph: — Ὁ ἀνθυπολοχαγὸς, μὲ τὸ ραδόλθρε εἰς τὸ χέρι, περιφρῶ εἰς τὸν στρατιώτ. Τὸν, ἀπὸ τοῦ παραθύρου, δαχνίσει ἀνθρώπου, ἐσέκανέ με ἀμ φυλακὴ στρατιώτης μὲ ἀ-σθῆς, κάτις δαχέες δρακδοὺς, δλα σοφρα-ἐμύρητο μὲ τρομάρον. [695, 1276, 888, 1349]
row-value: — [264, 385, 274, 396]
row-label: Μεταλλουργείων Λαυρίου Δρ. ... [81, 297, 202, 307]
world-p5: — Εὐδόκιου ἀτελεύθητον χθὲς τὸ ἀνόφ κάλλος συγγνίᾳ οὗ γίνει τοῦ ἐν Πειραιεῖ ἀφέτου νέων κ. Ἰωάννου Παρζακλου μετὰ τῆς χαρτοδόσεως καὶ τῶν φίλων αὐτοῦ ἡ κλι-κλεισομένης καὶ τοῦ Μιχάλι Κ. Κλε-δολέν. Τοὺς νεονύμφους εὐχήσαμε βίον ἀκήρατον. [81, 1211, 274, 1284]
story-paragraph: Ἄλλος βιελίζεις δὲν ὑπάρχε παρὰ νὰ κατέβῃ ἢ κορυφὴ διὰ τῆς ἑλίγγους. [492, 604, 686, 628]
story-paragraph: Ὕπνης ἢ συνοριλὴν τῶν δύο-τρὸν πυ-ριαργηθ. μία φωνὴ ἀνθρώπου θρασωμένου καὶ τὰ τὴν γυναίκα ἔκαστον. [695, 978, 888, 1015]
clown-illustration [1105, 1040, 1282, 1454]
story-paragraph: — Τίμως γυριστὸν ! [501, 1264, 586, 1276]
table-row [81, 244, 274, 255]
ad-mandrinos-l3: Τὰς γυναῖκας, τὰς πασχοῦσας ἐκ νοσημάτων τῆς μήτρας ἀλωσφομίαν, ἄνευ κινδύνου. [288, 822, 481, 842]
story-paragraph: Καὶ κρ᾽, κρᾶ, κρᾶ, ἀνατρόκλινε τραχά τὴν ἀκαριανὴν σκοπεύεν, νὰ κατέβῃ τὸ πιάσο ποὺ εἰς τὸ στῆθος. [492, 1295, 686, 1330]
row-value: 201.75 [223, 523, 249, 534]
story-paragraph: — Κατέλαβα, κύριε ταγματάρχα. [501, 884, 639, 896]
row-label: Λαϊκ. Έθν. Τραπέζης ... [81, 255, 168, 266]
table-row [81, 233, 274, 244]
story-paragraph: — Ἀλλὰ ! ἔγκλινά ἢ στρατιώτης. [704, 666, 842, 677]
ad-commerce-house[interactable] [1101, 638, 1495, 847]
row-value: 65.50 [253, 318, 274, 329]
ad-paper-shop-line1: ΧΑΡΤΟΠΩΛΕΙΟΝ [297, 156, 471, 175]
ad-paper-shop-line4: ΕΙΣ ΤΟ ΧΑΡΤΟΠΩΛΕΙΟΝ [305, 207, 463, 221]
company-shares-table [81, 297, 274, 420]
ad-vet-address2: (Σταθμὸς Ἀρχαιρέσα) [347, 993, 422, 1004]
story-paragraph: — Βίτζε ! Ἔγκρῆκε μωρὲ παιδιά ! [704, 1127, 847, 1139]
ad-veterinary-clinic[interactable] [288, 866, 481, 1125]
story-paragraph: — Ἀ ! παιδά ! [704, 1097, 763, 1108]
row-value: 177.— [248, 222, 274, 232]
ad-factory-title2: ΠΛΑΣΤΙΓΓΩΝ ΚΑΙ ΧΡΗΜΑΤΟΚΙΒΩΤΙΩΝ [949, 1851, 1401, 1873]
story-paragraph: Οἱ θαιμενος ἐσκληκτέζουν. Μία βοὴ ἀπὸ ἀλληγορίας' καὶ ἀπὸ λόγχης ἐφ' θέλον μακροὺς τοὺς μέσους. Ὁ φίλος τὰ μεταχανί-εκλεκτικί, μία μάζα μανωμένων, φρεφὸν ἐμιστᾶς σὰν τοῦ ἀνδρὸ. [695, 1033, 888, 1094]
small-news-p2: Ὁ «Ὁ Ἐσπλαν᾽ μ' γνιώς Ξύνθραξημε» τὸν διδασκάλων τοῦ Ἑλληνικοῦ Πανεπιστημίου διωργάνωσε χρόνο ὀκτὼ τοῦ δοκίου τῆς Ἀ. Βασιλείας τοῦ Ἑλληνικοῦ τῆς δόξι μήτριον. Ἡ θέσεως διὰ τὰς κινεῖσα λαομένη τοῦ ἀναλόγου ἐν θρησκευτικά. [81, 936, 274, 1009]
world-p9: — Ἡγεσυτελείας τῆς Ἐπετηρίδος τοῦ Χρυσέβη Ὑπεκ᾽ Ἀτοίλητρόσ καὶ ἐν ἀργανικοῦ ὁ λεδόνιω σεγτελεῖ καὶ ἐκ τῶν ἐσχαλλείων καὶ ἀπ' λωρ συντάξης, μέχρι ἐπεξέτησαν κατάθημα καὶ ὁ δίκαιος τοῦ ὑπουργεῖον Οἰκονομικῶν. Ὁ Ν. Κοσμητικὸς, φαμένον ξένον γενικῶς ἢ μέγα ὅτι καὶ κατασκευάζει. Ἰωάννης Νοταρᾶς. [81, 1442, 274, 1539]
ad-vet-body: Θεραπεύονται ἅπαντα ζῶα. Ἀμέλεια. Ὥραι γενικὰς μεγάλη ζῴων δὲν παρέχουσιν ἢ οἱ τῶν ξένων τῶν κατ' ἀγωγὴν μεγάλ. δὲν περιέχει μήτε τὰς καταχρήσεις τῶν κατόχων. Ἐλαχίστη κατασκευή, διὰ τοὺς κτηνοτρόφους. Ἰκανῶς ἐν φαρμακευτικῇ βάσει, ἐν τῇ πρακτικῇ καὶ ἀγορά, δι' ὅλους τοὺς κτηνοτρόφους. [288, 1007, 481, 1066]
ad-commerce-l2: δι' ὅλα τὰ βαλάντια, δι' ὅλας τὰς ἡλικίας, δι' ὅλα τὰ γούστα. [1197, 746, 1400, 757]
row-value: 171.75 [223, 512, 249, 523]
ad-commerce-discount: Πραγματικὴ Ἔκπτωσις 20 τοῖς ο/ο [1210, 831, 1387, 846]
table-row [81, 524, 274, 535]
ad-domina-l1: ΠΛΟΥΣΙΑΣ ΚΑΙ ΕΚΛΕΚΤΗΣ [1329, 1079, 1449, 1108]
ad-commerce-address: 97-99 — Ὁδὸς Ἀθηνᾶς — 97-99 [1212, 715, 1385, 731]
row-label: Τραπέζης Ἀθηνῶν ... [81, 244, 158, 255]
masthead [69, 126, 1507, 162]
row-label: Ἑλληνικοῦ Πυριτιδοποιείου ... [81, 364, 194, 374]
row-value: 33.05 [253, 437, 274, 448]
ad-factory-address2: ΕΝ ΠΕΙΡΑΙΕΙ [1141, 1921, 1209, 1933]
story-paragraph: — Μὴ φοδεῖσθε ! τοῦ ἀπήγγειλε ὁ Ἕλ-ληνε ἀξιωματικὸς, ἀκόμη λαχανιαμένος. Ὁρίστε. [898, 158, 1091, 181]
row-value: 229.— [248, 374, 274, 385]
row-value: 860.— [248, 408, 274, 419]
ad-commerce-l7: Μεγάλη παρακαταθήκη βραδίνων βαμβακερῶν ἐγχωρίων καὶ εὐρωπαϊκῶν, Λευκὰ σκέπαρνα καὶ σκέψις. [1110, 818, 1466, 829]
table-row [81, 256, 274, 267]
story-paragraph: Μετ' ὀλίγον οἱ φωνὲ τῆς ζωόρας ἀκο-νωριαστὸν ἱστάνθησαν ἀπὸ τὸν ὀψὲ ὠμογόρ-αμα τῶν ἀγρυπνίαν εἰς τὸ κέντρον. [695, 459, 888, 495]
